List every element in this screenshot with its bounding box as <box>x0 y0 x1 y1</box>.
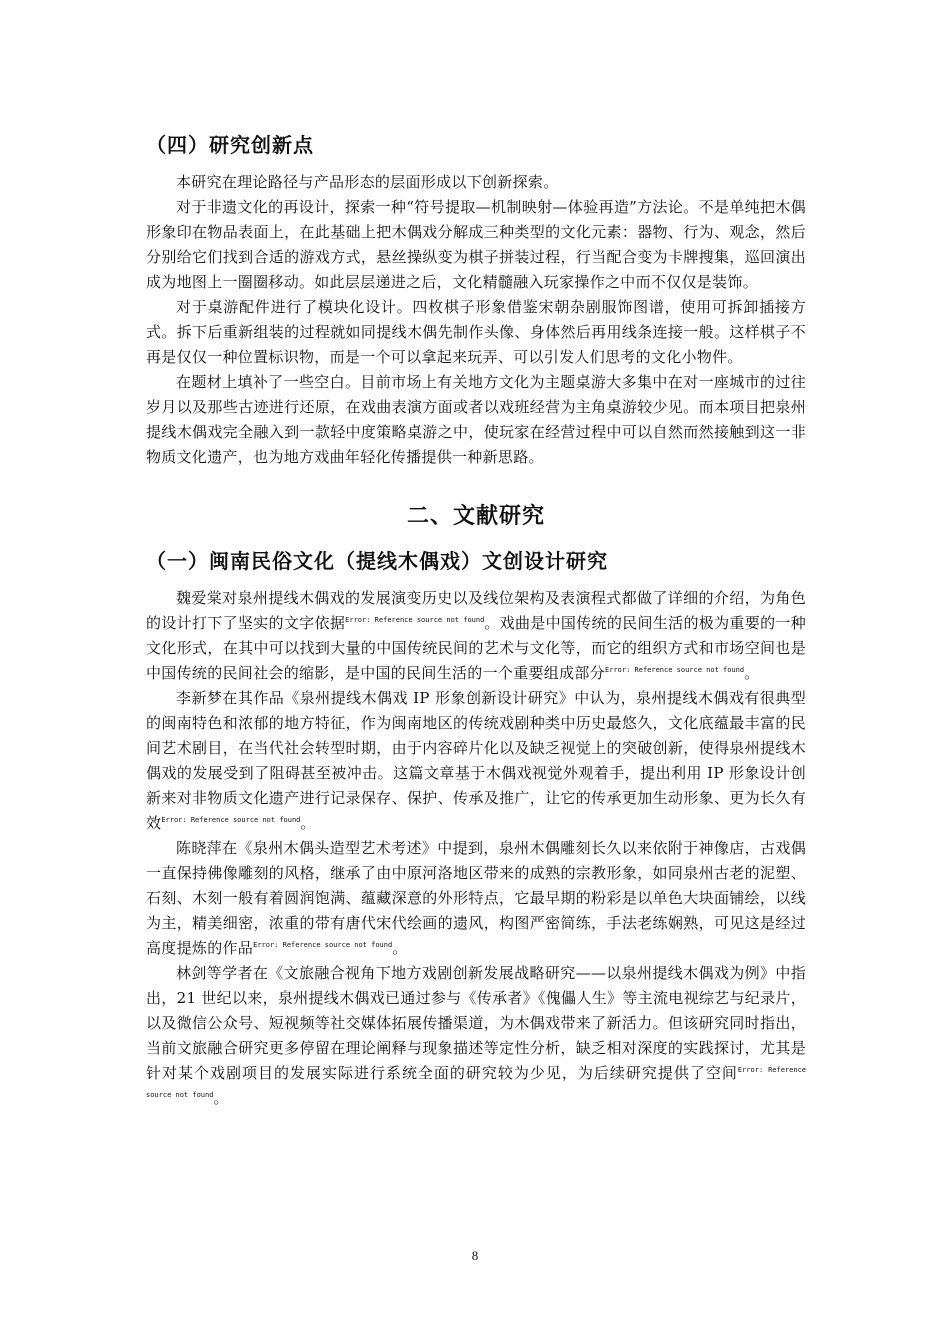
innovation-paragraph-modular: 对于桌游配件进行了模块化设计。四枚棋子形象借鉴宋朝杂剧服饰图谱，使用可拆卸插接方式。拆下后重新组装的过程就如同提线木偶先制作头像、身体然后再用线条连接一般。这样棋子不再是仅仅一种位置标识物，而是一个可以拿起来玩弄、可以引发人们思考的文化小物件。 <box>146 298 806 366</box>
paragraph-text: 。 <box>300 814 316 832</box>
literature-paragraph-lin <box>146 961 806 1111</box>
reference-error-marker: Error: Reference source not found <box>605 666 745 674</box>
page-number: 8 <box>471 1248 479 1263</box>
page-content <box>146 130 806 1111</box>
innovation-paragraph-intro: 本研究在理论路径与产品形态的层面形成以下创新探索。 <box>176 173 559 191</box>
literature-paragraph-chen <box>146 836 806 961</box>
innovation-paragraph-theme: 在题材上填补了一些空白。目前市场上有关地方文化为主题桌游大多集中在对一座城市的过往岁月以及那些古迹进行还原，在戏曲表演方面或者以戏班经营为主角桌游较少见。而本项目把泉州提线木偶戏完全融入到一款轻中度策略桌游之中，使玩家在经营过程中可以自然而然接触到这一非物质文化遗产，也为地方戏曲年轻化传播提供一种新思路。 <box>146 373 806 466</box>
chapter-heading-literature: 二、文献研究 <box>406 504 545 529</box>
paragraph-text: 。 <box>213 1089 229 1107</box>
paragraph-text: 魏爱棠对泉州提线木偶戏的发展演变历史以及线位架构及表演程式都做了详细的介绍，为角色的设计打下了坚实的文字依据 <box>146 589 806 632</box>
reference-error-marker: Error: Reference source not found <box>146 1066 807 1099</box>
reference-error-marker: Error: Reference source not found <box>161 816 301 824</box>
paragraph-text: 李新梦在其作品《泉州提线木偶戏 IP 形象创新设计研究》中认为，泉州提线木偶戏有很典型的闽南特色和浓郁的地方特征，作为闽南地区的传统戏剧种类中历史最悠久，文化底蕴最丰富的民间艺术剧目，在当代社会转型时期，由于内容碎片化以及缺乏视觉上的突破创新，使得泉州提线木偶戏的发展受到了阻碍甚至被冲击。这篇文章基于木偶戏视觉外观着手，提出利用 IP 形象设计创新来对非物质文化遗产进行记录保存、保护、传承及推广，让它的传承更加生动形象、更为长久有效 <box>146 689 806 832</box>
paragraph-text: 。 <box>744 664 760 682</box>
innovation-paragraph-method: 对于非遗文化的再设计，探索一种“符号提取—机制映射—体验再造”方法论。不是单纯把木偶形象印在物品表面上，在此基础上把木偶戏分解成三种类型的文化元素：器物、行为、观念，然后分别给它们找到合适的游戏方式，悬丝操纵变为棋子拼装过程，行当配合变为卡牌搜集，巡回演出成为地图上一圈圈移动。如此层层递进之后，文化精髓融入玩家操作之中而不仅仅是装饰。 <box>146 198 806 291</box>
section-heading-literature: （一）闽南民俗文化（提线木偶戏）文创设计研究 <box>146 549 608 573</box>
literature-paragraph-wei <box>146 586 806 686</box>
section-heading-innovation: （四）研究创新点 <box>146 133 314 157</box>
literature-paragraph-li <box>146 686 806 836</box>
paragraph-text: 。戏曲是中国传统的民间生活的极为重要的一种文化形式，在其中可以找到大量的中国传统民间的艺术与文化等，而它的组织方式和市场空间也是中国传统的民间社会的缩影，是中国的民间生活的一个重要组成部分 <box>146 614 807 682</box>
reference-error-marker: Error: Reference source not found <box>253 941 393 949</box>
paragraph-text: 林剑等学者在《文旅融合视角下地方戏剧创新发展战略研究——以泉州提线木偶戏为例》中指出，21 世纪以来，泉州提线木偶戏已通过参与《传承者》《傀儡人生》等主流电视综艺与纪录片，以及微信公众号、短视频等社交媒体拓展传播渠道，为木偶戏带来了新活力。但该研究同时指出，当前文旅融合研究更多停留在理论阐释与现象描述等定性分析，缺乏相对深度的实践探讨，尤其是针对某个戏剧项目的发展实际进行系统全面的研究较为少见，为后续研究提供了空间 <box>146 964 806 1082</box>
paragraph-text: 。 <box>392 939 408 957</box>
paragraph-text: 陈晓萍在《泉州木偶头造型艺术考述》中提到，泉州木偶雕刻长久以来依附于神像店，古戏偶一直保持佛像雕刻的风格，继承了由中原河洛地区带来的成熟的宗教形象，如同泉州古老的泥塑、石刻、木刻一般有着圆润饱满、蕴藏深意的外形特点，它最早期的粉彩是以单色大块面铺绘，以线为主，精美细密，浓重的带有唐代宋代绘画的遗风，构图严密简练，手法老练娴熟，可见这是经过高度提炼的作品 <box>146 839 806 957</box>
reference-error-marker: Error: Reference source not found <box>345 616 485 624</box>
